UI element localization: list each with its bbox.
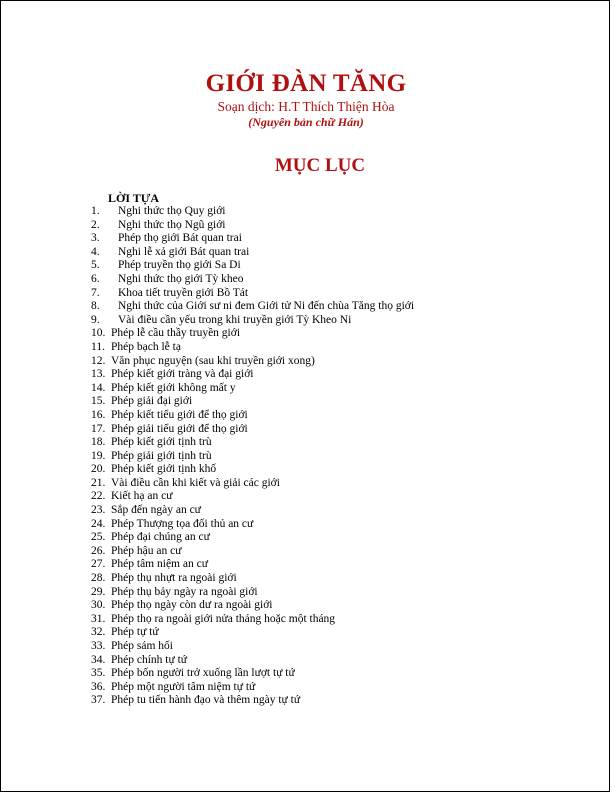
toc-item — [91, 368, 254, 382]
toc-item-number: 10. — [91, 327, 106, 340]
toc-item-number: 24. — [91, 517, 106, 530]
toc-item-number: 37. — [91, 694, 106, 707]
toc-item-title: Phép thụ nhựt ra ngoài giới — [111, 572, 237, 585]
toc-item — [91, 585, 258, 600]
toc-item-number: 27. — [91, 558, 106, 571]
toc-item-title: Phép tâm niệm an cư — [111, 558, 208, 571]
toc-item-title: Phép hậu an cư — [111, 544, 182, 557]
toc-item — [91, 395, 193, 409]
toc-item-number: 4. — [91, 245, 100, 258]
toc-item-title: Vài điều cần yếu trong khi truyền giới Tỳ Kheo Ni — [118, 313, 352, 326]
toc-item-number: 9. — [91, 313, 100, 326]
toc-item-number: 3. — [91, 232, 100, 245]
toc-item-number: 25. — [91, 531, 106, 544]
toc-item-number: 35. — [91, 667, 106, 680]
toc-item-number: 12. — [91, 354, 106, 367]
toc-item-number: 29. — [91, 585, 106, 598]
toc-item — [91, 286, 249, 301]
toc-item — [91, 490, 173, 504]
toc-item — [91, 544, 182, 559]
toc-item — [91, 517, 254, 532]
toc-item — [91, 640, 173, 654]
toc-item-title: Phép tu tiến hành đạo và thêm ngày tự tứ — [111, 694, 301, 707]
toc-item-title: Nghi thức thọ Ngũ giới — [118, 218, 226, 231]
toc-item — [91, 218, 226, 233]
toc-item-title: Văn phục nguyện (sau khi truyền giới xong) — [111, 354, 315, 367]
toc-item-number: 5. — [91, 259, 100, 272]
toc-item-title: Phép thọ ra ngoài giới nửa tháng hoặc một tháng — [111, 612, 336, 625]
toc-item-title: Phép kiết giới không mất y — [111, 381, 236, 394]
toc-item-number: 20. — [91, 463, 106, 476]
toc-item — [91, 599, 273, 613]
toc-item-title: Phép kiết giới tràng và đại giới — [111, 368, 254, 381]
toc-item-title: Nghi thức của Giới sư ni đem Giới tử Ni đến chùa Tăng thọ giới — [118, 300, 415, 313]
toc-item-title: Phép bốn người trở xuống lần lượt tự tứ — [111, 667, 295, 680]
toc-item-title: Nghi thức thọ giới Tỳ kheo — [118, 272, 244, 285]
toc-item — [91, 667, 295, 681]
toc-item — [91, 436, 212, 450]
toc-item-title: Nghi thức thọ Quy giới — [118, 205, 226, 217]
toc-item-title: Sắp đến ngày an cư — [111, 504, 201, 517]
toc-item-number: 7. — [91, 286, 100, 299]
toc-item — [91, 558, 208, 572]
toc-item-number: 26. — [91, 544, 106, 557]
toc-item-number: 2. — [91, 218, 100, 231]
document-title: GIỚI ĐÀN TĂNG — [205, 70, 407, 97]
toc-item — [91, 232, 242, 246]
toc-item — [91, 653, 188, 668]
toc-item-title: Phép kiết tiểu giới để thọ giới — [111, 408, 248, 421]
toc-item-number: 28. — [91, 572, 106, 585]
toc-item-title: Phép giải đại giới — [111, 395, 193, 408]
toc-item — [91, 449, 212, 464]
toc-item-number: 30. — [91, 599, 106, 612]
toc-item-number: 15. — [91, 395, 106, 408]
toc-item — [91, 354, 315, 369]
toc-item-number: 19. — [91, 449, 106, 462]
table-of-contents — [91, 205, 415, 708]
document-subtitle: Soạn dịch: H.T Thích Thiện Hòa — [217, 99, 395, 114]
toc-item — [91, 680, 256, 695]
toc-item-number: 1. — [91, 205, 100, 217]
preface-entry: LỜI TỰA — [108, 191, 160, 205]
toc-item — [91, 381, 236, 396]
toc-item-title: Phép kiết giới tịnh khố — [111, 463, 217, 476]
toc-item-title: Phép chính tự tứ — [111, 653, 188, 666]
toc-item — [91, 300, 415, 314]
toc-item-number: 21. — [91, 476, 106, 489]
toc-item-number: 36. — [91, 680, 106, 693]
toc-item-number: 8. — [91, 300, 100, 313]
toc-item-number: 16. — [91, 408, 106, 421]
toc-item-title: Khoa tiết truyền giới Bồ Tát — [118, 286, 249, 299]
toc-item-number: 22. — [91, 490, 106, 503]
toc-item — [91, 572, 237, 586]
toc-item-title: Phép thọ ngày còn dư ra ngoài giới — [111, 599, 273, 612]
toc-item-number: 17. — [91, 422, 106, 435]
toc-item-number: 18. — [91, 436, 106, 449]
toc-item-title: Phép giải giới tịnh trù — [111, 449, 212, 462]
toc-item-number: 13. — [91, 368, 106, 381]
toc-item-title: Phép lễ cầu thầy truyền giới — [111, 327, 241, 340]
toc-item-title: Phép kiết giới tịnh trù — [111, 436, 212, 449]
toc-item-number: 34. — [91, 653, 106, 666]
toc-item-title: Kiết hạ an cư — [111, 490, 173, 503]
toc-item-title: Phép một người tâm niệm tự tứ — [111, 680, 256, 693]
toc-item — [91, 259, 241, 273]
toc-item — [91, 313, 352, 328]
toc-item-number: 33. — [91, 640, 106, 652]
toc-item-title: Phép đại chúng an cư — [111, 531, 210, 544]
toc-item-title: Phép tự tứ — [111, 626, 159, 639]
toc-item — [91, 476, 280, 491]
toc-item-title: Phép bạch lễ tạ — [111, 340, 181, 353]
toc-item-number: 31. — [91, 612, 106, 625]
toc-item-title: Phép giải tiểu giới để thọ giới — [111, 422, 248, 435]
toc-item — [91, 694, 301, 708]
toc-item — [91, 340, 181, 355]
toc-item — [91, 272, 244, 287]
toc-item-title: Vài điều cần khi kiết và giải các giới — [111, 476, 280, 489]
toc-item-number: 32. — [91, 626, 106, 639]
toc-item — [91, 205, 226, 219]
toc-heading: MỤC LỤC — [274, 155, 366, 176]
toc-item-number: 6. — [91, 272, 100, 285]
toc-item — [91, 612, 336, 627]
toc-item-title: Nghi lễ xả giới Bát quan trai — [118, 245, 250, 258]
toc-item — [91, 626, 159, 640]
toc-item-number: 23. — [91, 504, 106, 517]
origin-note: (Nguyên bản chữ Hán) — [248, 115, 364, 129]
toc-item-title: Phép thụ bảy ngày ra ngoài giới — [111, 585, 258, 598]
toc-item-title: Phép sám hối — [111, 640, 173, 652]
toc-item — [91, 327, 241, 341]
toc-item — [91, 531, 210, 545]
toc-item-title: Phép Thượng tọa đối thủ an cư — [111, 517, 254, 530]
toc-item-title: Phép thọ giới Bát quan trai — [118, 232, 242, 245]
toc-item — [91, 245, 250, 260]
toc-item — [91, 422, 248, 437]
toc-item-number: 11. — [91, 340, 105, 353]
toc-item — [91, 463, 217, 477]
toc-item-number: 14. — [91, 381, 106, 394]
toc-item — [91, 408, 248, 423]
toc-item — [91, 504, 201, 518]
toc-item-title: Phép truyền thọ giới Sa Di — [118, 259, 241, 272]
